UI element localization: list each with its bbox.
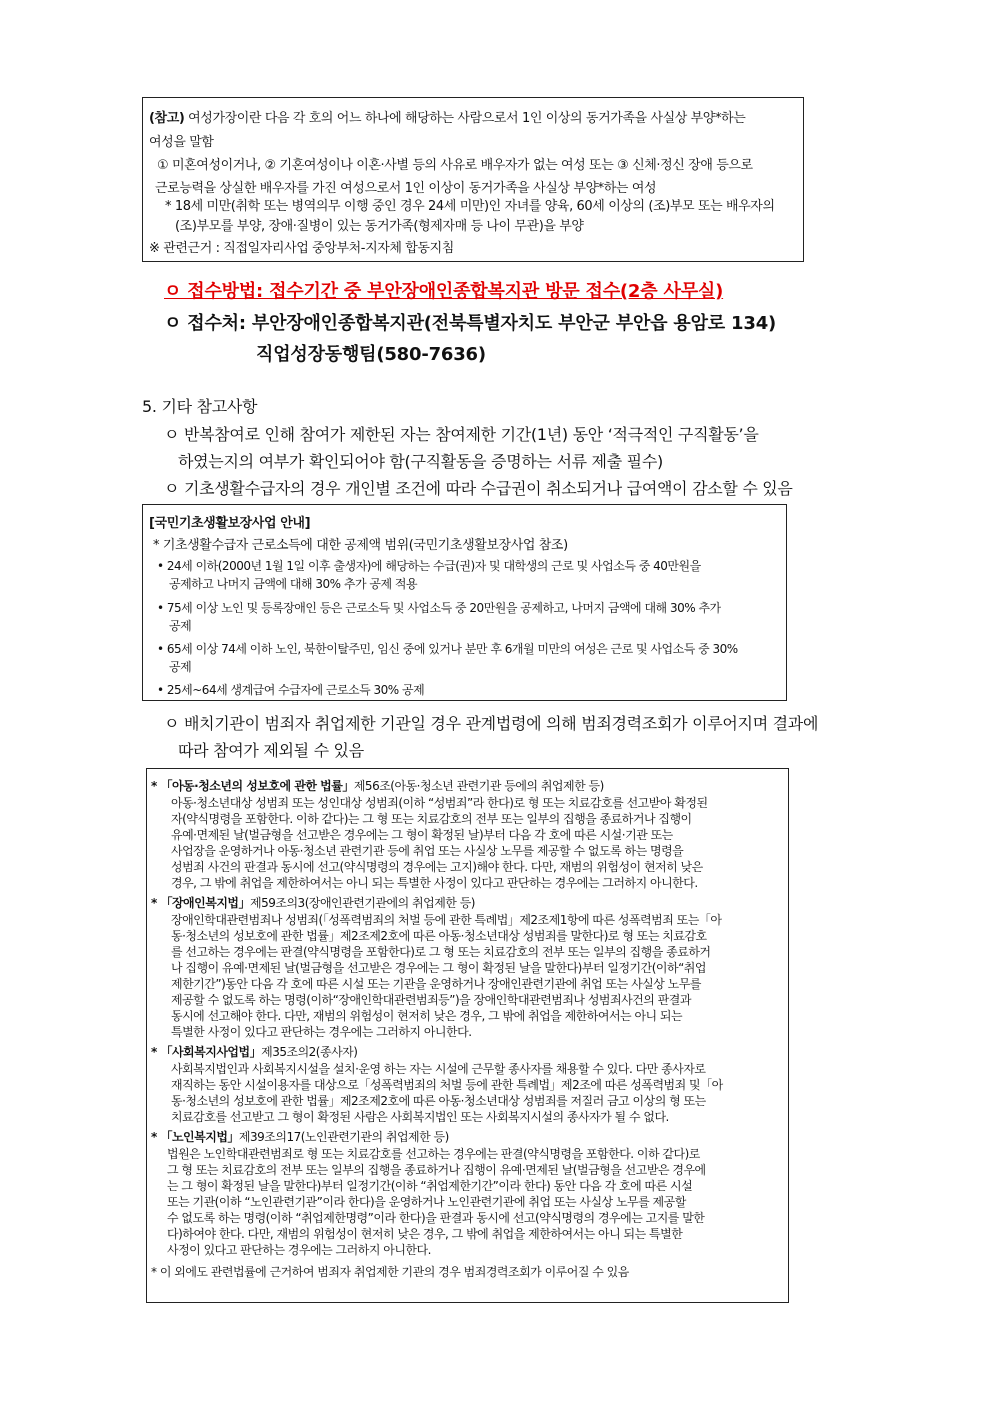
law-line: 제한기간”)동안 다음 각 호에 따른 시설 또는 기관을 운영하거나 장애인관련기관에 취업 또는 사실상 노무를 (171, 977, 701, 991)
reception-place: ㅇ 접수처: 부안장애인종합복지관(전북특별자치도 부안군 부안읍 용암로 134) (164, 313, 777, 334)
law-line: 성범죄 사건의 판결과 동시에 선고(약식명령의 경우에는 고지)해야 한다. 다만, 재범의 위험성이 현저히 낮은 (171, 860, 703, 874)
note-box (142, 97, 804, 262)
reception-method: ㅇ 접수방법: 접수기간 중 부안장애인종합복지관 방문 접수(2층 사무실) (164, 281, 724, 302)
law-line: 동·청소년의 성보호에 관한 법률」제2조제2호에 따른 아동·청소년대상 성범죄를 저질러 금고 이상의 형 또는 (171, 1094, 706, 1108)
note-line: ※ 관련근거 : 직접일자리사업 중앙부처-지자체 합동지침 (149, 241, 454, 256)
section-item: 따라 참여가 제외될 수 있음 (178, 741, 364, 760)
law-line: 치료감호를 선고받고 그 형이 확정된 사람은 사회복지법인 또는 사회복지시설의 종사자가 될 수 없다. (171, 1110, 669, 1124)
section-item: ㅇ 반복참여로 인해 참여가 제한된 자는 참여제한 기간(1년) 동안 ‘적극적인 구직활동’을 (164, 425, 759, 444)
law-line: 제공할 수 없도록 하는 명령(이하“장애인학대관련범죄등”)을 장애인학대관련범죄나 성범죄사건의 판결과 (171, 993, 691, 1007)
law-line: 수 없도록 하는 명령(이하 “취업제한명령”이라 한다)을 판결과 동시에 선고(약식명령의 경우에는 고지를 말한 (167, 1211, 705, 1225)
note-line: 여성을 말함 (149, 135, 214, 150)
law-line: 재직하는 동안 시설이용자를 대상으로「성폭력범죄의 처벌 등에 관한 특례법」제2조에 따른 성폭력범죄 및「아 (171, 1078, 723, 1092)
section-heading: 5. 기타 참고사항 (142, 397, 258, 416)
box-bullet: 공제 (169, 619, 192, 633)
box-bullet: • 24세 이하(2000년 1월 1일 이후 출생자)에 해당하는 수급(권)자 및 대학생의 근로 및 사업소득 중 40만원을 (157, 559, 701, 573)
law-line: 는 그 형이 확정된 날을 말한다)부터 일정기간(이하 “취업제한기간”이라 한다) 동안 다음 각 호에 따른 시설 (167, 1179, 693, 1193)
law-line: 경우, 그 밖에 취업을 제한하여서는 아니 되는 특별한 사정이 있다고 판단하는 경우에는 그러하지 아니한다. (171, 876, 698, 890)
law-line: 사업장을 운영하거나 아동·청소년 관련기관 등에 취업 또는 사실상 노무를 제공할 수 없도록 하는 명령을 (171, 844, 684, 858)
law-line: 다)하여야 한다. 다만, 재범의 위험성이 현저히 낮은 경우, 그 밖에 취업을 제한하여서는 아니 되는 특별한 (167, 1227, 683, 1241)
law-line: 사정이 있다고 판단하는 경우에는 그러하지 아니한다. (167, 1243, 431, 1257)
reception-team: 직업성장동행팀(580-7636) (256, 344, 486, 365)
law-line: 자(약식명령을 포함한다. 이하 같다)는 그 형 또는 치료감호의 전부 또는 일부의 집행을 종료하거나 집행이 (171, 812, 692, 826)
law-line: 유예·면제된 날(벌금형을 선고받은 경우에는 그 형이 확정된 날)부터 다음 각 호에 따른 시설·기관 또는 (171, 828, 673, 842)
law-line: 나 집행이 유예·면제된 날(벌금형을 선고받은 경우에는 그 형이 확정된 날을 말한다)부터 일정기간(이하“취업 (171, 961, 706, 975)
note-line: (조)부모를 부양, 장애·질병이 있는 동거가족(형제자매 등 나이 무관)을 부양 (175, 219, 584, 234)
law-line: 사회복지법인과 사회복지시설을 설치·운영 하는 자는 시설에 근무할 종사자를 채용할 수 있다. 다만 종사자로 (171, 1062, 706, 1076)
box-bullet: • 25세~64세 생계급여 수급자에 근로소득 30% 공제 (157, 683, 425, 697)
law-line: * 「장애인복지법」제59조의3(장애인관련기관에의 취업제한 등) (151, 896, 475, 910)
note-line: ① 미혼여성이거나, ② 기혼여성이나 이혼·사별 등의 사유로 배우자가 없는 여성 또는 ③ 신체·정신 장애 등으로 (157, 158, 753, 173)
box-bullet: • 65세 이상 74세 이하 노인, 북한이탈주민, 임신 중에 있거나 분만 후 6개월 미만의 여성은 근로 및 사업소득 중 30% (157, 642, 738, 656)
note-line: * 18세 미만(취학 또는 병역의무 이행 중인 경우 24세 미만)인 자녀를 양육, 60세 이상의 (조)부모 또는 배우자의 (165, 199, 775, 214)
law-line: 또는 기관(이하 “노인관련기관”이라 한다)을 운영하거나 노인관련기관에 취업 또는 사실상 노무를 제공할 (167, 1195, 686, 1209)
law-line: 동시에 선고해야 한다. 다만, 재범의 위험성이 현저히 낮은 경우, 그 밖에 취업을 제한하여서는 아니 되는 (171, 1009, 683, 1023)
basic-livelihood-box (142, 504, 787, 701)
law-line: 동·청소년의 성보호에 관한 법률」제2조제2호에 따른 아동·청소년대상 성범죄를 말한다)로 형 또는 치료감호 (171, 929, 707, 943)
law-line: * 「노인복지법」제39조의17(노인관련기관의 취업제한 등) (151, 1130, 449, 1144)
note-line: 근로능력을 상실한 배우자를 가진 여성으로서 1인 이상이 동거가족을 사실상 부양*하는 여성 (155, 181, 657, 196)
law-line: * 「아동·청소년의 성보호에 관한 법률」제56조(아동·청소년 관련기관 등에의 취업제한 등) (151, 779, 604, 793)
section-item: ㅇ 기초생활수급자의 경우 개인별 조건에 따라 수급권이 취소되거나 급여액이 감소할 수 있음 (164, 479, 793, 498)
law-footnote: * 이 외에도 관련법률에 근거하여 범죄자 취업제한 기관의 경우 범죄경력조회가 이루어질 수 있음 (151, 1265, 629, 1279)
law-box (146, 768, 789, 1303)
box-intro: * 기초생활수급자 근로소득에 대한 공제액 범위(국민기초생활보장사업 참조) (153, 538, 568, 553)
law-line: * 「사회복지사업법」제35조의2(종사자) (151, 1045, 358, 1059)
box-bullet: 공제하고 나머지 금액에 대해 30% 추가 공제 적용 (169, 577, 418, 591)
law-line: 특별한 사정이 있다고 판단하는 경우에는 그러하지 아니한다. (171, 1025, 472, 1039)
section-item: 하였는지의 여부가 확인되어야 함(구직활동을 증명하는 서류 제출 필수) (178, 452, 663, 471)
box-bullet: 공제 (169, 660, 192, 674)
law-line: 를 선고하는 경우에는 판결(약식명령을 포함한다)로 그 형 또는 치료감호의 전부 또는 일부의 집행을 종료하거 (171, 945, 711, 959)
law-line: 법원은 노인학대관련범죄로 형 또는 치료감호를 선고하는 경우에는 판결(약식명령을 포함한다. 이하 같다)로 (167, 1147, 700, 1161)
law-line: 장애인학대관련범죄나 성범죄(「성폭력범죄의 처벌 등에 관한 특례법」제2조제1항에 따른 성폭력범죄 또는「아 (171, 913, 722, 927)
section-item: ㅇ 배치기관이 범죄자 취업제한 기관일 경우 관계법령에 의해 범죄경력조회가 이루어지며 결과에 (164, 714, 819, 733)
law-line: 그 형 또는 치료감호의 전부 또는 일부의 집행을 종료하거나 집행이 유예·면제된 날(벌금형을 선고받은 경우에 (167, 1163, 706, 1177)
law-line: 아동·청소년대상 성범죄 또는 성인대상 성범죄(이하 “성범죄”라 한다)로 형 또는 치료감호를 선고받아 확정된 (171, 796, 708, 810)
box-title: [국민기초생활보장사업 안내] (149, 516, 311, 531)
note-line: (참고) 여성가장이란 다음 각 호의 어느 하나에 해당하는 사람으로서 1인 이상의 동거가족을 사실상 부양*하는 (149, 111, 746, 126)
note-label: (참고) (149, 111, 185, 126)
box-bullet: • 75세 이상 노인 및 등록장애인 등은 근로소득 및 사업소득 중 20만원을 공제하고, 나머지 금액에 대해 30% 추가 (157, 601, 721, 615)
